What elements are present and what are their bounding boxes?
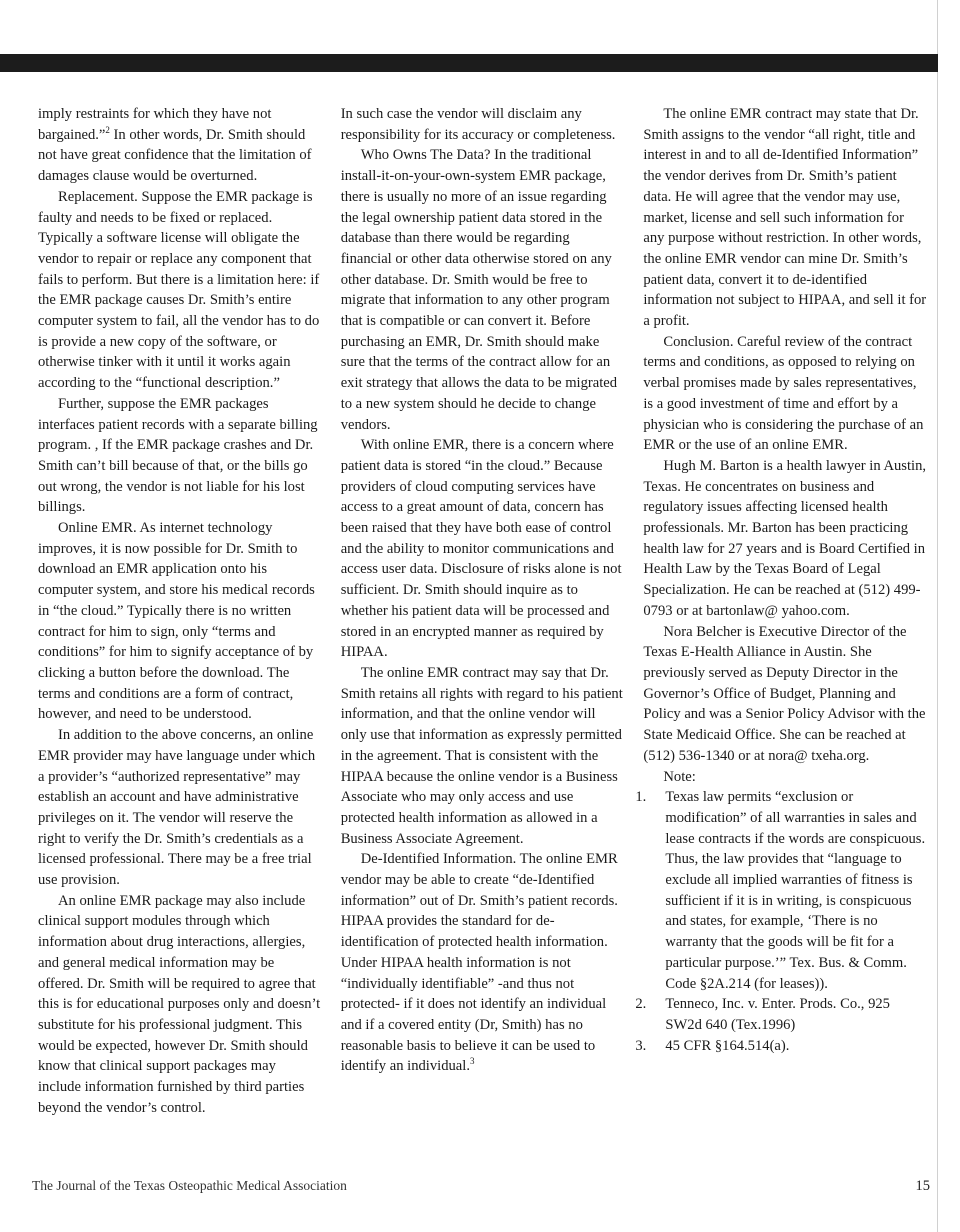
paragraph-text: In other words, Dr. Smith should not have great confidence that the limitation of damages clause would be overturned. xyxy=(38,126,312,185)
paragraph-data-ownership: Who Owns The Data? In the traditional install-it-on-your-own-system EMR package, there is usually no more of an issue regarding the legal ownership patient data stored in the database than there would be regarding financial or other data otherwise stored on any other database. Dr. Smith would be free to migrate that information to any other program that is compatible or can convert it. Before purchasing an EMR, Dr. Smith should make sure that the terms of the contract allow for an exit strategy that allows the data to be migrated to a new system should he decide to change vendors. xyxy=(340,147,618,433)
note-item xyxy=(635,1036,928,1057)
paragraph-online-emr: Online EMR. As internet technology improves, it is now possible for Dr. Smith to download an EMR application onto his computer system, and store his medical records in “the cloud.” Typically there is no written contract for him to sign, only “terms and conditions” for him to signify acceptance of by clicking a button before the download. The terms and conditions are a form of contract, however, and need to be understood. xyxy=(38,520,315,723)
footer-journal-title: The Journal of the Texas Osteopathic Medical Association xyxy=(32,1178,347,1193)
header-bar xyxy=(0,54,938,72)
column-3 xyxy=(635,104,928,1118)
page-number: 15 xyxy=(915,1178,930,1194)
paragraph-rights: The online EMR contract may say that Dr. Smith retains all rights with regard to his patient information, and that the online vendor will only use that information as expressly permitted in the agreement. That is consistent with the HIPAA because the online vendor is a Business Associate who may only access and use protected health information as allowed in a Business Associate Agreement. xyxy=(340,664,623,847)
paragraph-text: imply restraints for which they have not bargained.” xyxy=(38,106,272,143)
article-body xyxy=(38,104,928,1118)
note-text: Tenneco, Inc. v. Enter. Prods. Co., 925 SW2d 640 (Tex.1996) xyxy=(665,996,890,1033)
note-text: 45 CFR §164.514(a). xyxy=(665,1037,790,1054)
column-2 xyxy=(341,104,624,1118)
paragraph-author-barton: Hugh M. Barton is a health lawyer in Austin, Texas. He concentrates on business and regulatory issues affecting licensed health professionals. Mr. Barton has been practicing health law for 27 years and is Board Certified in Health Law by the Texas Board of Legal Specialization. He can be reached at (512) 499-0793 or at bartonlaw@ yahoo.com. xyxy=(643,457,927,619)
note-number: 1. xyxy=(635,789,647,806)
note-item xyxy=(635,787,928,994)
note-item xyxy=(635,994,928,1035)
paragraph-cloud: With online EMR, there is a concern where patient data is stored “in the cloud.” Because providers of cloud computing services have access to a great amount of data, concern has been raised that they have both ease of control and the ability to monitor communications and access user data. Disclosure of risks alone is not sufficient. Dr. Smith should inquire as to whether his patient data will be processed and stored in an encrypted manner as required by HIPAA. xyxy=(340,437,622,661)
note-number: 2. xyxy=(635,996,647,1013)
paragraph-disclaim: In such case the vendor will disclaim any responsibility for its accuracy or completeness. xyxy=(340,106,616,143)
footnote-ref: 3 xyxy=(469,1056,475,1067)
paragraph-author-belcher: Nora Belcher is Executive Director of the Texas E-Health Alliance in Austin. She previously served as Deputy Director in the Governor’s Office of Budget, Planning and Policy and was a Senior Policy Advisor with the State Medicaid Office. She can be reached at (512) 536-1340 or at nora@ txeha.org. xyxy=(643,623,926,764)
paragraph xyxy=(38,104,321,187)
column-1 xyxy=(38,104,321,1118)
paragraph-clinical-support: An online EMR package may also include clinical support modules through which information about drug interactions, allergies, and general medical information may be offered. Dr. Smith will be required to agree that this is for educational purposes only and doesn’t substitute for his professional judgment. This would be expected, however Dr. Smith should know that clinical support packages may include information furnished by third parties beyond the vendor’s control. xyxy=(38,892,321,1116)
footnote-ref: 2 xyxy=(105,124,110,135)
paragraph-deidentified xyxy=(341,849,624,1077)
note-number: 3. xyxy=(635,1037,647,1054)
notes-heading: Note: xyxy=(663,768,696,785)
paragraph-authorized-rep: In addition to the above concerns, an online EMR provider may have language under which a provider’s “authorized representative” may establish an account and have administrative privileges on it. The vendor will reserve the right to verify the Dr. Smith’s credentials as a licensed professional. There may be a free trial use provision. xyxy=(38,727,316,889)
paragraph-billing: Further, suppose the EMR packages interfaces patient records with a separate billing program. , If the EMR package crashes and Dr. Smith can’t bill because of that, or the bills go out wrong, the vendor is not liable for his lost billings. xyxy=(38,395,318,516)
page-edge-line xyxy=(937,0,938,1232)
paragraph-conclusion: Conclusion. Careful review of the contract terms and conditions, as opposed to relying on verbal promises made by sales representatives, is a good investment of time and effort by a physician who is considering the purchase of an EMR or the use of an online EMR. xyxy=(643,333,924,454)
paragraph-assignment: The online EMR contract may state that Dr. Smith assigns to the vendor “all right, title and interest in and to all de-Identified Information” the vendor derives from Dr. Smith’s patient data. He will agree that the vendor may use, market, license and sell such information for any purpose without restriction. In other words, the online EMR vendor can mine Dr. Smith’s patient data, convert it to de-identified information not subject to HIPAA, and sell it for a profit. xyxy=(643,106,927,330)
note-text: Texas law permits “exclusion or modification” of all warranties in sales and lease contracts if the words are conspicuous. Thus, the law provides that “language to exclude all implied warranties of fitness is sufficient if it is in writing, is conspicuous and states, for example, ‘There is no warranty that the goods will be fit for a particular purpose.’” Tex. Bus. & Comm. Code §2A.214 (for leases)). xyxy=(665,789,926,992)
notes-list xyxy=(635,787,928,1056)
paragraph-text: De-Identified Information. The online EMR vendor may be able to create “de-Identified information” out of Dr. Smith’s patient records. HIPAA provides the standard for de-identification of protected health information. Under HIPAA health information is not “individually identifiable” -and thus not protected- if it does not identify an individual and if a covered entity (Dr, Smith) has no reasonable basis to believe it can be used to identify an individual. xyxy=(340,851,618,1075)
paragraph-replacement: Replacement. Suppose the EMR package is faulty and needs to be fixed or replaced. Typically a software license will obligate the vendor to repair or replace any component that fails to perform. But there is a limitation here: if the EMR package causes Dr. Smith’s entire computer system to fail, all the vendor has to do is provide a new copy of the software, or otherwise tinker with it until it works again according to the “functional description.” xyxy=(38,188,320,392)
